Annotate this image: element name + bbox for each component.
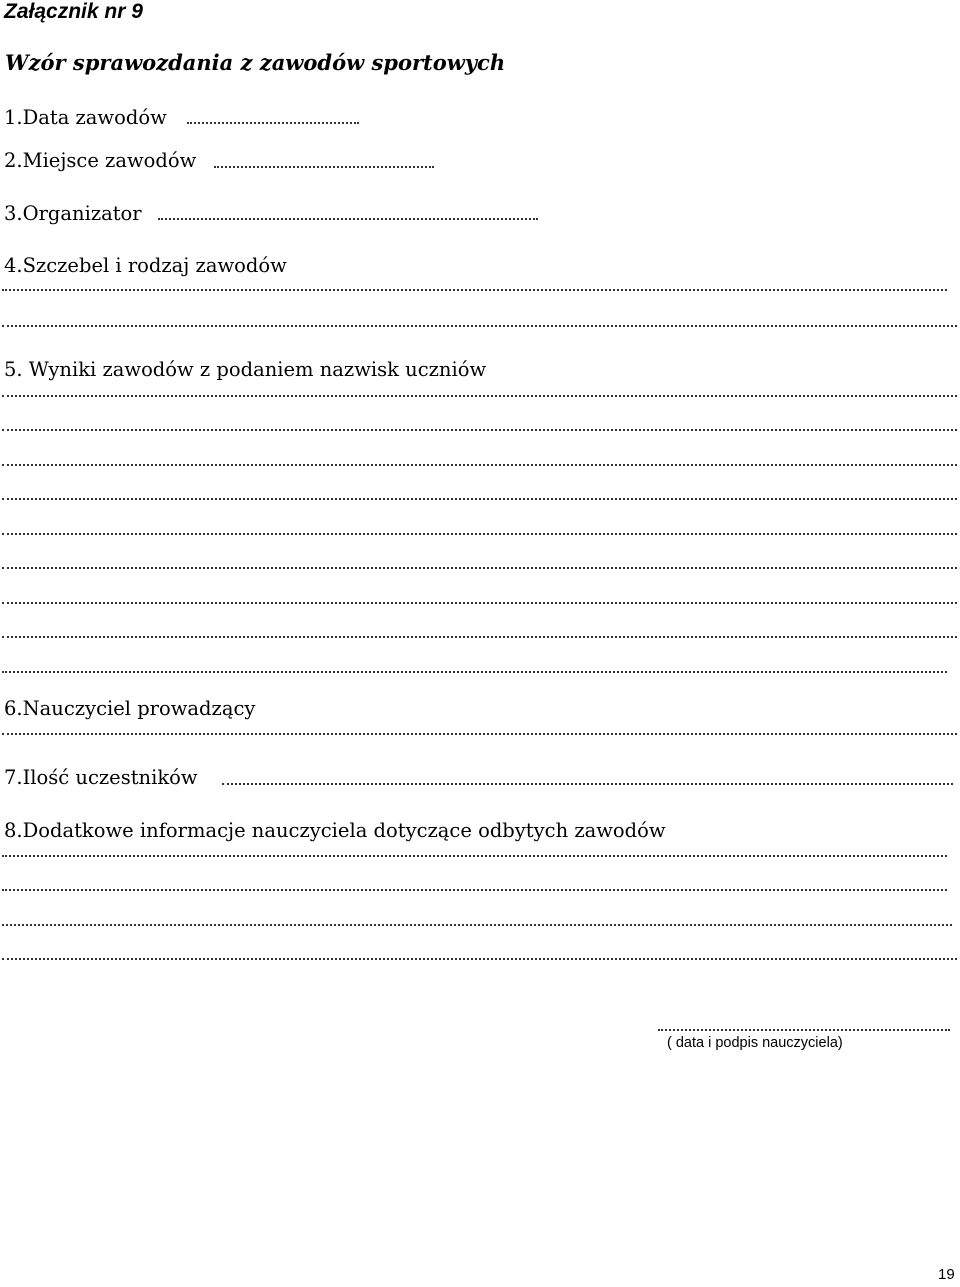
results-input-line[interactable] [2,567,957,569]
additional-input-line[interactable] [2,855,947,857]
level-input-line[interactable] [2,289,947,291]
additional-input-line[interactable] [2,889,947,891]
item-teacher-label: 6.Nauczyciel prowadzący [4,697,256,720]
form-title: Wzór sprawozdania z zawodów sportowych [5,50,506,75]
date-input-line[interactable] [187,122,359,124]
signature-caption: ( data i podpis nauczyciela) [667,1035,843,1051]
results-input-line[interactable] [2,498,957,500]
item-organizer-label: 3.Organizator [4,202,142,225]
organizer-input-line[interactable] [158,218,538,220]
item-date-label: 1.Data zawodów [4,106,167,129]
results-input-line[interactable] [2,429,957,431]
level-input-line[interactable] [2,325,957,327]
participants-input-line[interactable] [222,783,953,785]
item-additional-label: 8.Dodatkowe informacje nauczyciela dotyczące odbytych zawodów [4,819,666,842]
results-input-line[interactable] [2,602,957,604]
results-input-line[interactable] [2,395,957,397]
signature-line[interactable] [658,1029,950,1031]
page-number: 19 [938,1266,955,1283]
results-input-line[interactable] [2,671,947,673]
additional-input-line[interactable] [2,924,952,926]
results-input-line[interactable] [2,464,957,466]
results-input-line[interactable] [2,533,957,535]
annex-label: Załącznik nr 9 [4,0,143,23]
teacher-input-line[interactable] [2,733,957,735]
results-input-line[interactable] [2,636,957,638]
place-input-line[interactable] [214,166,434,168]
item-place-label: 2.Miejsce zawodów [4,149,197,172]
item-results-label: 5. Wyniki zawodów z podaniem nazwisk uczniów [4,358,487,381]
item-level-label: 4.Szczebel i rodzaj zawodów [4,254,287,277]
item-participants-label: 7.Ilość uczestników [4,766,198,789]
additional-input-line[interactable] [2,958,957,960]
